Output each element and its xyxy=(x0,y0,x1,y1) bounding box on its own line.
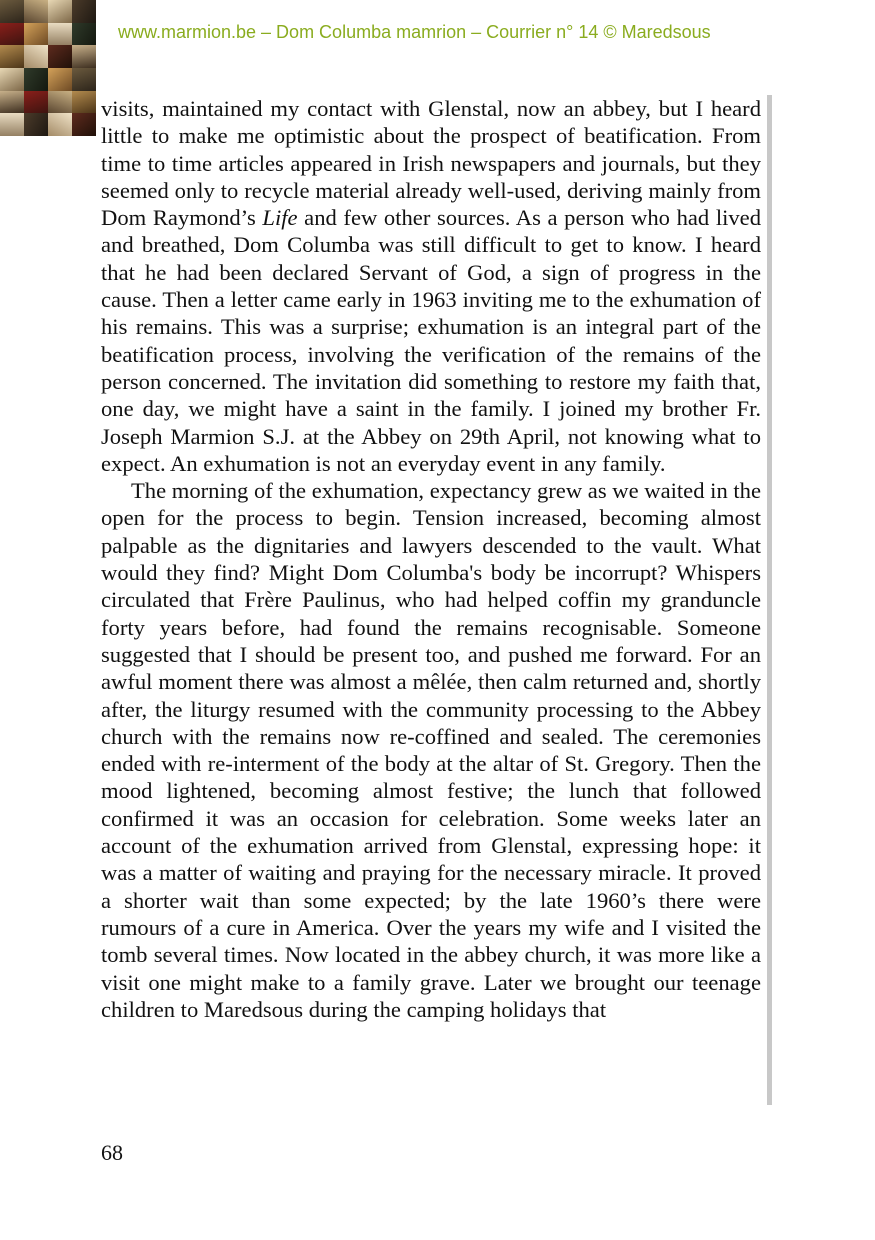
right-margin-rule xyxy=(767,95,772,1105)
page-header-text: www.marmion.be – Dom Columba mamrion – Courrier n° 14 © Maredsous xyxy=(118,22,711,42)
paragraph-1-text-a: visits, maintained my contact with Glenstal, now an abbey, but I heard little to make me optimistic about the prospect of beatification. From time to time articles appeared in Irish newspapers and journals, but they seemed only to recycle material already well-used, deriving mainly from Dom Raymond’s xyxy=(101,96,761,231)
paragraph-1 xyxy=(101,95,761,477)
article-body xyxy=(101,95,761,1023)
book-title-italic: Life xyxy=(262,205,298,231)
paragraph-2: The morning of the exhumation, expectancy grew as we waited in the open for the process to begin. Tension increased, becoming almost palpable as the dignitaries and lawyers descended to the vault. What would they find? Might Dom Columba's body be incorrupt? Whispers circulated that Frère Paulinus, who had helped coffin my granduncle forty years before, had found the remains recognisable. Someone suggested that I should be present too, and pushed me forward. For an awful moment there was almost a mêlée, then calm returned and, shortly after, the liturgy resumed with the community processing to the Abbey church with the remains now re-coffined and sealed. The ceremonies ended with re-interment of the body at the altar of St. Gregory. Then the mood lightened, becoming almost festive; the lunch that followed confirmed it was an occasion for celebration. Some weeks later an account of the exhumation arrived from Glenstal, expressing hope: it was a matter of waiting and praying for the necessary miracle. It proved a shorter wait than some expected; by the late 1960’s there were rumours of a cure in America. Over the years my wife and I visited the tomb several times. Now located in the abbey church, it was more like a visit one might make to a family grave. Later we brought our teenage children to Maredsous during the camping holidays that xyxy=(101,478,761,1022)
header-photo-collage xyxy=(0,0,96,136)
page-number: 68 xyxy=(101,1140,123,1165)
paragraph-1-text-b: and few other sources. As a person who had lived and breathed, Dom Columba was still difficult to get to know. I heard that he had been declared Servant of God, a sign of progress in the cause. Then a letter came early in 1963 inviting me to the exhumation of his remains. This was a surprise; exhumation is an integral part of the beatification process, involving the verification of the remains of the person concerned. The invitation did something to restore my faith that, one day, we might have a saint in the family. I joined my brother Fr. Joseph Marmion S.J. at the Abbey on 29th April, not knowing what to expect. An exhumation is not an everyday event in any family. xyxy=(101,205,762,476)
